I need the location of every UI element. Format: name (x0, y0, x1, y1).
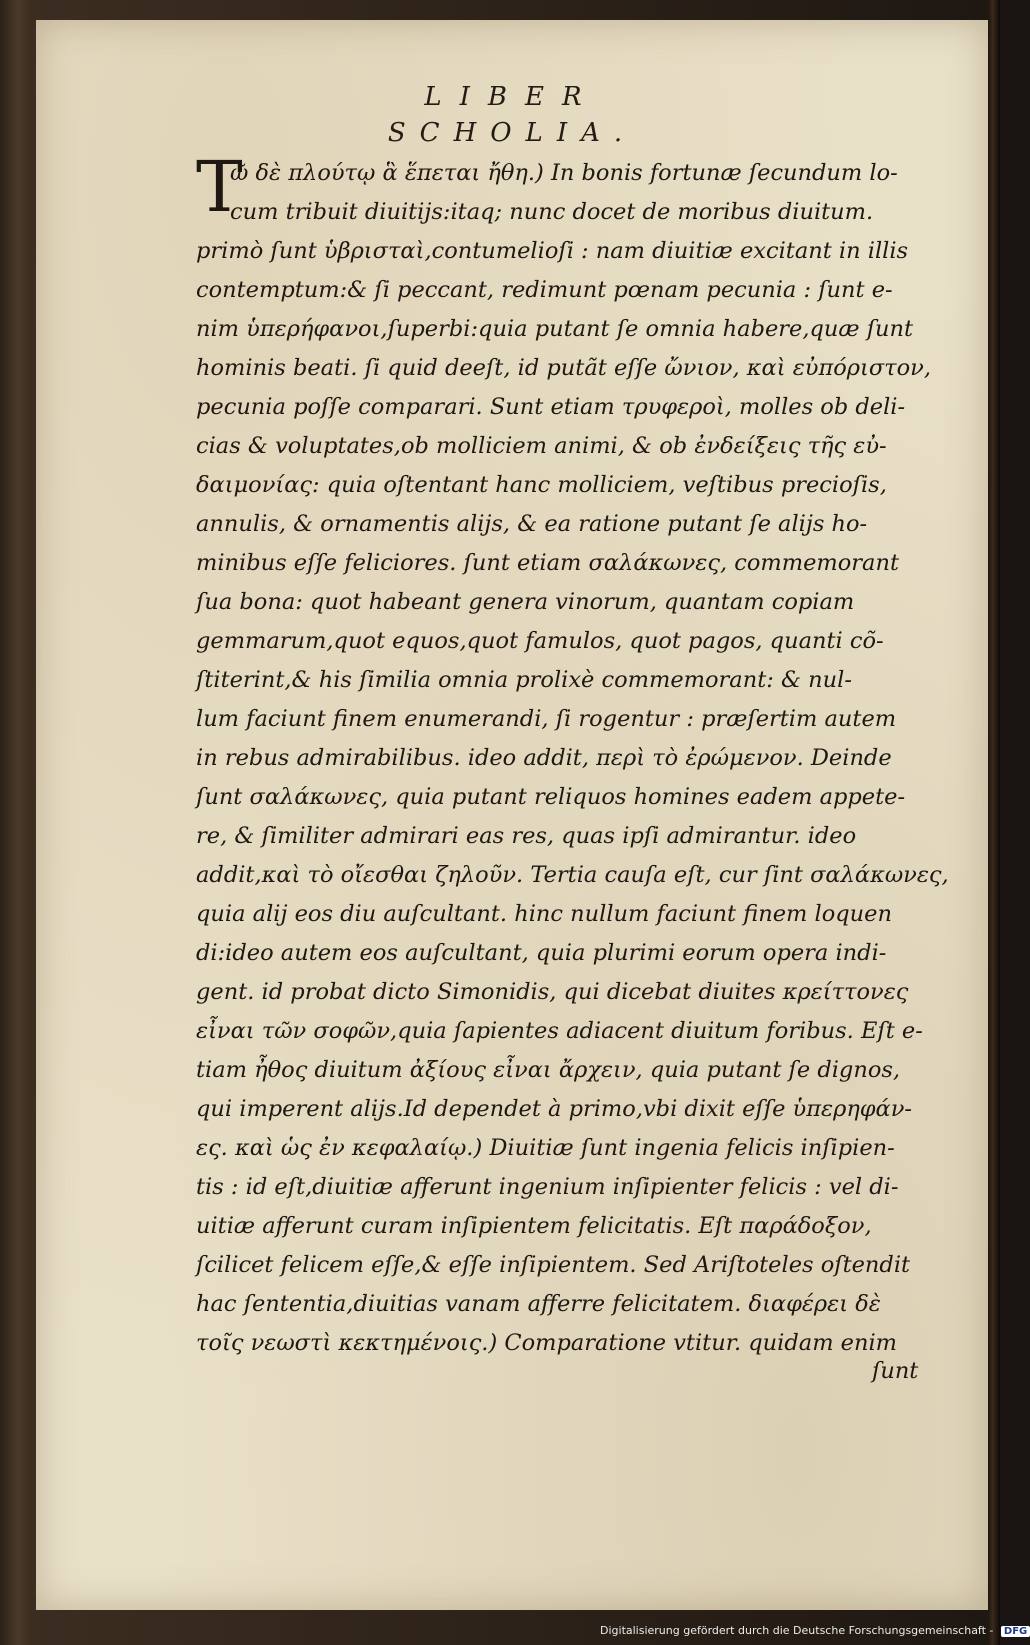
text-line: qui imperent alijs.Id dependet à primo,vbi dixit eſſe ὑπερηφάν- (196, 1096, 913, 1122)
text-line: gemmarum,quot equos,quot famulos, quot pagos, quanti cõ- (196, 628, 884, 654)
text-line: tiam ἦθος diuitum ἀξίους εἶναι ἄρχειν, quia putant ſe dignos, (196, 1057, 901, 1083)
footer-text: Digitalisierung gefördert durch die Deutsche Forschungsgemeinschaft - (600, 1624, 994, 1637)
text-line: minibus eſſe feliciores. ſunt etiam σαλάκωνες, commemorant (196, 550, 899, 576)
text-line: ῶ δὲ πλούτῳ ἃ ἕπεται ἤθη.) In bonis fortunæ ſecundum lo- (230, 160, 898, 186)
section-heading: SCHOLIA. (387, 118, 637, 148)
scholia-text-block (196, 146, 949, 1363)
text-line: nim ὑπερήφανοι,ſuperbi:quia putant ſe omnia habere,quæ ſunt (196, 316, 914, 342)
text-line: annulis, & ornamentis alijs, & ea ratione putant ſe alijs ho- (196, 511, 868, 537)
text-line: uitiæ afferunt curam inſipientem felicitatis. Eſt παράδοξον, (196, 1213, 872, 1239)
text-line: τοῖς νεωστὶ κεκτημένοις.) Comparatione vtitur. quidam enim (196, 1330, 898, 1356)
text-line: εἶναι τῶν σοφῶν,quia ſapientes adiacent diuitum foribus. Eſt e- (196, 1018, 923, 1044)
text-line: primò ſunt ὑβρισταὶ,contumelioſi : nam diuitiæ excitant in illis (196, 238, 909, 264)
text-line: re, & ſimiliter admirari eas res, quas ipſi admirantur. ideo (196, 823, 857, 849)
binding-edge (988, 0, 1000, 1645)
drop-cap: T (196, 146, 243, 228)
text-line: hac ſententia,diuitias vanam afferre felicitatem. διαφέρει δὲ (196, 1291, 881, 1317)
running-header: LIBER (424, 82, 600, 112)
text-line: in rebus admirabilibus. ideo addit, περὶ τὸ ἐρώμενον. Deinde (196, 745, 892, 771)
text-line: δαιμονίας: quia oſtentant hanc molliciem, veſtibus precioſis, (196, 472, 887, 498)
text-line: quia alij eos diu auſcultant. hinc nullum faciunt finem loquen (196, 901, 892, 927)
catchword: ſunt (872, 1358, 919, 1384)
text-line: ſcilicet felicem eſſe,& eſſe inſipientem. Sed Ariſtoteles oſtendit (196, 1252, 911, 1278)
text-line: contemptum:& ſi peccant, redimunt pœnam pecunia : ſunt e- (196, 277, 893, 303)
text-line: cias & voluptates,ob molliciem animi, & ob ἐνδείξεις τῆς εὐ- (196, 433, 887, 459)
text-line: cum tribuit diuitijs:itaq; nunc docet de moribus diuitum. (230, 199, 874, 225)
text-line: tis : id eſt,diuitiæ afferunt ingenium inſipienter felicis : vel di- (196, 1174, 899, 1200)
text-line: gent. id probat dicto Simonidis, qui dicebat diuites κρείττονες (196, 979, 909, 1005)
book-page (36, 20, 988, 1610)
text-line: pecunia poſſe comparari. Sunt etiam τρυφεροὶ, molles ob deli- (196, 394, 906, 420)
dfg-logo-icon: DFG (1001, 1626, 1030, 1637)
text-line: ſua bona: quot habeant genera vinorum, quantam copiam (196, 589, 855, 615)
text-line: di:ideo autem eos auſcultant, quia plurimi eorum opera indi- (196, 940, 887, 966)
text-line: ες. καὶ ὡς ἐν κεφαλαίῳ.) Diuitiæ ſunt ingenia felicis inſipien- (196, 1135, 895, 1161)
text-line: ſunt σαλάκωνες, quia putant reliquos homines eadem appete- (196, 784, 906, 810)
funding-footer (600, 1624, 1030, 1637)
text-line: addit,καὶ τὸ οἴεσθαι ζηλοῦν. Tertia cauſa eſt, cur ſint σαλάκωνες, (196, 862, 949, 888)
text-line: ſtiterint,& his ſimilia omnia prolixè commemorant: & nul- (196, 667, 852, 693)
text-line: hominis beati. ſi quid deeſt, id putãt eſſe ὤνιον, καὶ εὐπόριστον, (196, 355, 932, 381)
text-line: lum faciunt finem enumerandi, ſi rogentur : præſertim autem (196, 706, 897, 732)
